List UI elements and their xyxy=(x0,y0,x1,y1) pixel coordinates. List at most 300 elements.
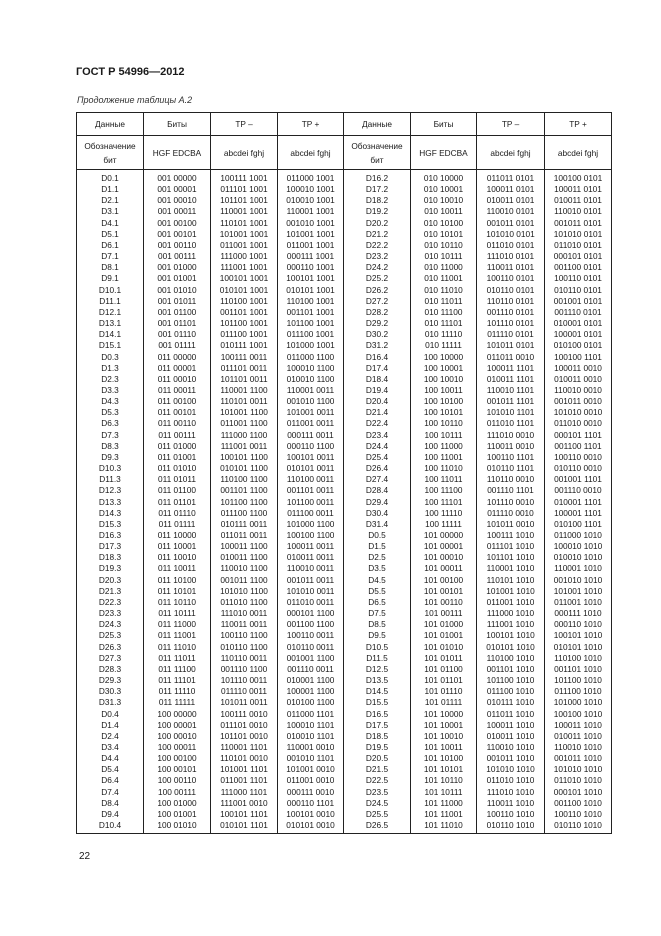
table-cell: D26.5 xyxy=(365,820,389,831)
table-cell: 001101 1010 xyxy=(486,663,535,674)
table-cell: 100111 0010 xyxy=(220,708,268,719)
table-cell: D10.5 xyxy=(365,641,389,652)
table-cell: 101101 1001 xyxy=(220,195,268,206)
data-body-row xyxy=(77,170,612,834)
table-cell: 010 10011 xyxy=(424,206,463,217)
table-cell: 010101 1101 xyxy=(220,820,268,831)
table-cell: 010111 1001 xyxy=(220,340,268,351)
table-cell: 101 00010 xyxy=(423,552,464,563)
table-cell: 100110 0101 xyxy=(554,273,602,284)
table-cell: D31.3 xyxy=(98,697,122,708)
table-cell: 100101 1010 xyxy=(553,630,603,641)
table-cell: 100110 1010 xyxy=(554,808,602,819)
table-cell: 100011 1101 xyxy=(486,362,535,373)
table-cell: 011 11100 xyxy=(158,663,196,674)
table-cell: 100011 0011 xyxy=(286,541,335,552)
table-cell: 101 00011 xyxy=(424,563,463,574)
table-cell: 100 00000 xyxy=(157,708,197,719)
table-cell: D28.2 xyxy=(365,306,389,317)
table-cell: 010011 0010 xyxy=(554,373,602,384)
table-cell: 101 01100 xyxy=(424,663,463,674)
table-cell: D20.3 xyxy=(98,574,122,585)
table-cell: 011 01100 xyxy=(158,485,196,496)
table-cell: 011100 1010 xyxy=(486,686,535,697)
table-cell: 010101 1001 xyxy=(286,284,335,295)
table-cell: D22.3 xyxy=(98,596,122,607)
header-tp-minus-left: TP – xyxy=(211,113,278,136)
table-cell: 010001 1100 xyxy=(286,675,335,686)
table-cell: 010 10110 xyxy=(424,239,463,250)
table-cell: D22.5 xyxy=(365,775,389,786)
table-cell: D10.1 xyxy=(98,284,122,295)
table-cell: 101 01101 xyxy=(424,675,463,686)
table-cell: 101 10000 xyxy=(423,708,464,719)
table-cell: 010 11101 xyxy=(424,318,463,329)
table-cell: 101 10101 xyxy=(423,764,464,775)
table-cell: 011 11111 xyxy=(158,697,196,708)
table-cell: 011 01010 xyxy=(157,463,197,474)
table-cell: 101100 1010 xyxy=(486,675,535,686)
table-cell: D2.1 xyxy=(101,195,119,206)
table-cell: 101 00111 xyxy=(424,608,463,619)
table-cell: 011100 1001 xyxy=(220,329,268,340)
table-cell: D24.2 xyxy=(365,262,389,273)
table-cell: 110001 0010 xyxy=(286,741,335,752)
table-cell: 101010 1100 xyxy=(220,585,268,596)
table-cell: 010101 0010 xyxy=(286,820,335,831)
table-cell: 101110 0011 xyxy=(220,675,268,686)
table-cell: D29.4 xyxy=(365,496,389,507)
table-cell: 001 01001 xyxy=(157,273,197,284)
table-cell: 100 10011 xyxy=(424,384,463,395)
table-cell: 110101 0010 xyxy=(220,753,268,764)
table-cell: D19.3 xyxy=(98,563,122,574)
table-cell: D25.3 xyxy=(98,630,122,641)
table-cell: 001010 1010 xyxy=(553,574,603,585)
column-values xyxy=(144,170,211,834)
header-tp-plus-right: TP + xyxy=(545,113,612,136)
table-cell: D9.3 xyxy=(101,451,119,462)
table-cell: D20.2 xyxy=(365,217,389,228)
table-cell: 101100 1100 xyxy=(220,496,268,507)
table-cell: 011001 1010 xyxy=(554,596,602,607)
table-cell: 110010 0101 xyxy=(554,206,602,217)
table-cell: 001 01111 xyxy=(158,340,196,351)
table-cell: 011010 0011 xyxy=(286,596,335,607)
column-values xyxy=(77,170,144,834)
table-cell: 101010 0011 xyxy=(286,585,335,596)
table-cell: 110010 1010 xyxy=(486,741,535,752)
table-cell: D21.5 xyxy=(365,764,389,775)
table-cell: D6.1 xyxy=(101,239,119,250)
table-cell: 001010 1001 xyxy=(286,217,335,228)
table-cell: 010011 1010 xyxy=(486,730,535,741)
table-cell: D4.3 xyxy=(101,396,119,407)
table-cell: 100 00011 xyxy=(157,741,197,752)
table-cell: 100110 1100 xyxy=(220,630,268,641)
subheader-cell xyxy=(278,136,344,170)
table-cell: 100101 1100 xyxy=(220,451,268,462)
table-cell: 001 00101 xyxy=(157,228,197,239)
table-cell: 000111 0011 xyxy=(287,429,334,440)
subheader-line: HGF EDCBA xyxy=(419,147,468,158)
table-cell: 010100 1100 xyxy=(286,697,335,708)
table-cell: 111010 0011 xyxy=(220,608,268,619)
subheader-cell xyxy=(545,136,612,170)
table-cell: 011110 0010 xyxy=(487,507,534,518)
table-cell: 100100 1100 xyxy=(286,530,335,540)
table-cell: 001100 0101 xyxy=(554,262,602,273)
table-cell: 110010 1101 xyxy=(486,384,535,395)
table-cell: 100 00110 xyxy=(157,775,197,786)
table-cell: D2.4 xyxy=(101,730,119,741)
table-cell: 100 01000 xyxy=(157,797,197,808)
table-cell: 100 11110 xyxy=(424,507,463,518)
table-cell: 010110 0010 xyxy=(554,463,602,474)
table-cell: 101001 1010 xyxy=(553,585,603,596)
table-cell: 110110 0011 xyxy=(220,652,268,663)
table-cell: D21.3 xyxy=(98,585,122,596)
table-cell: 000110 1100 xyxy=(286,440,335,451)
table-cell: 110101 1001 xyxy=(220,217,268,228)
table-cell: 110001 1100 xyxy=(220,384,268,395)
table-cell: 011011 1010 xyxy=(486,708,535,719)
table-cell: 010110 1010 xyxy=(554,820,602,831)
table-cell: 011 01110 xyxy=(158,507,196,518)
table-cell: 100001 0101 xyxy=(553,329,603,340)
table-cell: 000101 1100 xyxy=(286,608,335,619)
table-cell: 101110 0010 xyxy=(486,496,535,507)
table-cell: D14.3 xyxy=(98,507,122,518)
header-tp-minus-right: TP – xyxy=(477,113,545,136)
table-cell: 011101 1001 xyxy=(220,184,268,195)
table-cell: 010 11111 xyxy=(425,340,462,351)
table-cell: 010011 1100 xyxy=(220,552,268,563)
table-cell: 010 10001 xyxy=(423,184,464,195)
table-cell: 101010 0010 xyxy=(553,407,603,418)
table-cell: 110010 1010 xyxy=(554,741,602,752)
table-cell: D28.4 xyxy=(365,485,389,496)
table-cell: D2.5 xyxy=(368,552,386,563)
table-cell: 011010 1101 xyxy=(486,418,535,429)
table-cell: 101010 0101 xyxy=(486,228,535,239)
table-cell: 010 11100 xyxy=(424,306,463,317)
table-cell: 100110 0010 xyxy=(554,451,602,462)
table-cell: D0.1 xyxy=(101,173,119,183)
table-cell: D21.2 xyxy=(365,228,389,239)
table-cell: 010110 0101 xyxy=(554,284,602,295)
table-cell: D5.3 xyxy=(101,407,119,418)
table-cell: 001 01010 xyxy=(157,284,197,295)
table-cell: 001110 1101 xyxy=(487,485,534,496)
table-cell: 010 10100 xyxy=(423,217,464,228)
table-cell: D4.4 xyxy=(101,753,119,764)
table-cell: 011001 1010 xyxy=(486,596,535,607)
table-cell: 001110 1100 xyxy=(220,663,268,674)
subheader-line: abcdei fghj xyxy=(557,147,599,158)
table-cell: 111010 1010 xyxy=(486,786,535,797)
table-cell: 001110 0010 xyxy=(554,485,602,496)
table-cell: 110100 1100 xyxy=(220,474,268,485)
table-cell: D26.2 xyxy=(365,284,389,295)
table-cell: D26.4 xyxy=(365,463,389,474)
table-cell: 000111 1001 xyxy=(286,251,335,262)
table-cell: 001 01101 xyxy=(157,318,197,329)
table-cell: 100101 1101 xyxy=(220,808,268,819)
table-cell: 011001 1100 xyxy=(220,418,268,429)
table-cell: 001001 0101 xyxy=(553,295,603,306)
header-bits-right: Биты xyxy=(411,113,477,136)
table-cell: 110100 0011 xyxy=(286,474,335,485)
table-cell: D25.5 xyxy=(365,808,389,819)
table-cell: 110010 0010 xyxy=(554,384,602,395)
table-cell: 100011 0101 xyxy=(554,184,602,195)
table-cell: D16.5 xyxy=(365,708,389,719)
table-cell: 100010 1101 xyxy=(286,719,335,730)
table-cell: D5.5 xyxy=(368,585,386,596)
table-cell: D22.4 xyxy=(365,418,389,429)
table-cell: 001011 1101 xyxy=(486,396,535,407)
table-cell: 010 10111 xyxy=(424,251,463,262)
table-cell: 010011 0101 xyxy=(486,195,535,206)
table-cell: 011 10000 xyxy=(157,530,197,540)
table-cell: D5.4 xyxy=(101,764,119,775)
table-cell: 001010 1100 xyxy=(286,396,335,407)
table-cell: 001001 1100 xyxy=(286,652,335,663)
table-cell: 010011 0101 xyxy=(554,195,602,206)
table-cell: 111000 1100 xyxy=(220,429,268,440)
table-cell: 101 01110 xyxy=(424,686,463,697)
table-cell: 100 10000 xyxy=(423,351,464,362)
table-cell: 100100 0101 xyxy=(553,173,603,183)
subheader-cell xyxy=(211,136,278,170)
table-cell: 011 01001 xyxy=(157,451,197,462)
table-cell: 000110 1001 xyxy=(286,262,335,273)
table-cell: 110001 1001 xyxy=(220,206,268,217)
table-cell: D3.3 xyxy=(101,384,119,395)
table-cell: 100110 1010 xyxy=(486,808,535,819)
table-cell: D1.1 xyxy=(101,184,119,195)
table-cell: D10.3 xyxy=(98,463,122,474)
table-cell: D12.1 xyxy=(98,306,122,317)
table-cell: 011 10001 xyxy=(157,541,197,552)
table-cell: 100 11101 xyxy=(424,496,463,507)
table-cell: 100011 0101 xyxy=(486,184,535,195)
table-cell: D23.5 xyxy=(365,786,389,797)
table-cell: D19.4 xyxy=(365,384,389,395)
table-cell: 000111 1010 xyxy=(554,608,602,619)
table-cell: 101 11001 xyxy=(424,808,463,819)
table-cell: 011000 1010 xyxy=(554,530,602,540)
table-cell: 011101 0011 xyxy=(220,362,268,373)
table-cell: D23.4 xyxy=(365,429,389,440)
table-cell: 011 11011 xyxy=(158,652,196,663)
table-cell: D30.4 xyxy=(365,507,389,518)
table-cell: 100011 1010 xyxy=(486,719,535,730)
table-cell: 000101 1010 xyxy=(553,786,603,797)
table-cell: 010101 1001 xyxy=(219,284,269,295)
table-cell: 100 01001 xyxy=(157,808,197,819)
table-cell: 010011 0011 xyxy=(286,552,335,563)
table-cell: D28.3 xyxy=(98,663,122,674)
table-cell: 100 01010 xyxy=(157,820,197,831)
table-cell: D3.4 xyxy=(101,741,119,752)
table-cell: D23.3 xyxy=(98,608,122,619)
table-cell: 101 01011 xyxy=(424,652,463,663)
table-cell: 011000 1100 xyxy=(286,351,335,362)
table-cell: 010010 1010 xyxy=(553,552,603,563)
subheader-cell xyxy=(411,136,477,170)
table-cell: 011 01101 xyxy=(158,496,196,507)
table-cell: 011101 1010 xyxy=(486,541,535,552)
table-cell: D4.5 xyxy=(368,574,386,585)
table-cell: 001100 1010 xyxy=(554,797,602,808)
table-cell: D27.3 xyxy=(98,652,122,663)
table-cell: D27.2 xyxy=(365,295,389,306)
table-cell: 011010 1100 xyxy=(220,596,268,607)
table-cell: 001 00100 xyxy=(157,217,197,228)
table-cell: D8.4 xyxy=(101,797,119,808)
table-cell: D25.2 xyxy=(365,273,389,284)
table-cell: 101 10011 xyxy=(424,741,463,752)
table-cell: 011001 1001 xyxy=(286,239,335,250)
table-cell: D16.4 xyxy=(365,351,389,362)
table-cell: 011011 0010 xyxy=(486,351,535,362)
table-cell: 011010 1010 xyxy=(486,775,535,786)
table-cell: 010100 0101 xyxy=(553,340,603,351)
table-cell: 001 01000 xyxy=(157,262,197,273)
table-cell: 011 00110 xyxy=(158,418,196,429)
table-cell: 011 01111 xyxy=(158,518,196,529)
table-cell: 101100 1001 xyxy=(286,318,335,329)
table-cell: 100101 1001 xyxy=(219,273,269,284)
table-cell: D13.3 xyxy=(98,496,122,507)
table-cell: D7.5 xyxy=(368,608,386,619)
table-cell: 100 00101 xyxy=(157,764,197,775)
table-cell: D15.1 xyxy=(98,340,122,351)
table-cell: D10.4 xyxy=(98,820,122,831)
table-cell: 110001 1010 xyxy=(486,563,535,574)
table-cell: D22.2 xyxy=(365,239,389,250)
table-cell: 100011 1010 xyxy=(554,719,602,730)
table-cell: 010101 1010 xyxy=(553,641,603,652)
column-values xyxy=(344,170,411,834)
table-cell: 011 11010 xyxy=(158,641,196,652)
table-cell: D9.5 xyxy=(368,630,386,641)
table-cell: 111000 1001 xyxy=(220,251,268,262)
table-cell: D7.4 xyxy=(101,786,119,797)
subheader-line: Обозначение xyxy=(84,140,136,151)
table-cell: 011 10100 xyxy=(157,574,197,585)
table-cell: D16.3 xyxy=(98,530,122,540)
table-cell: 001101 1001 xyxy=(220,306,268,317)
table-cell: 101001 1100 xyxy=(220,407,268,418)
table-cell: D4.1 xyxy=(101,217,119,228)
table-cell: 101 00000 xyxy=(423,530,464,540)
table-cell: 001110 0101 xyxy=(486,306,535,317)
table-cell: 101 00101 xyxy=(423,585,464,596)
table-cell: 011100 1100 xyxy=(220,507,268,518)
table-cell: 001011 1010 xyxy=(554,753,602,764)
table-cell: 011 10010 xyxy=(157,552,197,563)
table-cell: 101001 0010 xyxy=(286,764,335,775)
table-cell: 110011 0010 xyxy=(486,440,535,451)
table-cell: 111010 0010 xyxy=(486,429,535,440)
table-cell: D12.3 xyxy=(98,485,122,496)
table-cell: D0.5 xyxy=(368,530,386,540)
table-cell: 011110 0101 xyxy=(487,329,534,340)
table-cell: D19.5 xyxy=(365,741,389,752)
table-cell: D20.4 xyxy=(365,396,389,407)
table-cell: 011 00001 xyxy=(157,362,197,373)
table-cell: 110010 0011 xyxy=(286,563,335,574)
subheader-cell xyxy=(144,136,211,170)
table-cell: D17.5 xyxy=(365,719,389,730)
table-cell: 010010 1100 xyxy=(286,373,335,384)
table-cell: 100 10100 xyxy=(423,396,464,407)
table-cell: 110011 0011 xyxy=(220,619,268,630)
table-cell: 101011 0011 xyxy=(220,697,268,708)
table-cell: 010110 1101 xyxy=(486,463,535,474)
table-cell: 010001 0101 xyxy=(553,318,603,329)
table-cell: 100 10110 xyxy=(424,418,463,429)
table-cell: D19.2 xyxy=(365,206,389,217)
table-cell: 001101 0011 xyxy=(286,485,335,496)
table-cell: 101 00001 xyxy=(423,541,464,552)
table-cell: 101 01001 xyxy=(423,630,464,641)
table-cell: 111001 0010 xyxy=(220,797,268,808)
table-cell: 001 00110 xyxy=(157,239,197,250)
subheader-line: HGF EDCBA xyxy=(152,147,202,158)
table-cell: 001010 1101 xyxy=(286,753,335,764)
table-cell: 011010 1010 xyxy=(554,775,602,786)
table-cell: D29.3 xyxy=(98,675,122,686)
table-cell: 101000 1010 xyxy=(553,697,603,708)
table-cell: 010010 1001 xyxy=(286,195,335,206)
table-cell: 100011 0010 xyxy=(554,362,602,373)
table-cell: 011010 0010 xyxy=(554,418,602,429)
table-cell: 101010 1010 xyxy=(553,764,603,775)
table-cell: 110010 1100 xyxy=(220,563,268,574)
table-cell: 100111 1010 xyxy=(486,530,535,540)
table-cell: 010110 0101 xyxy=(486,284,535,295)
table-cell: 111001 1010 xyxy=(486,619,535,630)
table-cell: 000110 1010 xyxy=(554,619,602,630)
table-cell: 101 01000 xyxy=(423,619,464,630)
table-cell: 101 10110 xyxy=(424,775,463,786)
subheader-line: Обозначение xyxy=(351,140,403,151)
header-row xyxy=(77,113,612,136)
table-cell: 101011 0010 xyxy=(486,518,535,529)
table-cell: D8.1 xyxy=(101,262,119,273)
table-cell: 100101 0010 xyxy=(286,808,335,819)
table-cell: 100010 1100 xyxy=(286,362,335,373)
table-cell: D15.3 xyxy=(98,518,122,529)
table-cell: D18.4 xyxy=(365,373,389,384)
table-cell: 100 00010 xyxy=(157,730,197,741)
table-cell: 011 01011 xyxy=(158,474,196,485)
table-cell: 010 11010 xyxy=(424,284,463,295)
table-cell: 101 10010 xyxy=(423,730,464,741)
table-cell: 100001 1100 xyxy=(286,686,335,697)
table-cell: 100 11001 xyxy=(424,451,463,462)
table-cell: 011001 1101 xyxy=(220,775,268,786)
table-cell: 010010 1101 xyxy=(286,730,335,741)
subheader-line: бит xyxy=(103,154,117,165)
table-cell: 101010 0101 xyxy=(553,228,603,239)
table-cell: 110001 1001 xyxy=(286,206,335,217)
table-cell: 100 00100 xyxy=(157,753,197,764)
